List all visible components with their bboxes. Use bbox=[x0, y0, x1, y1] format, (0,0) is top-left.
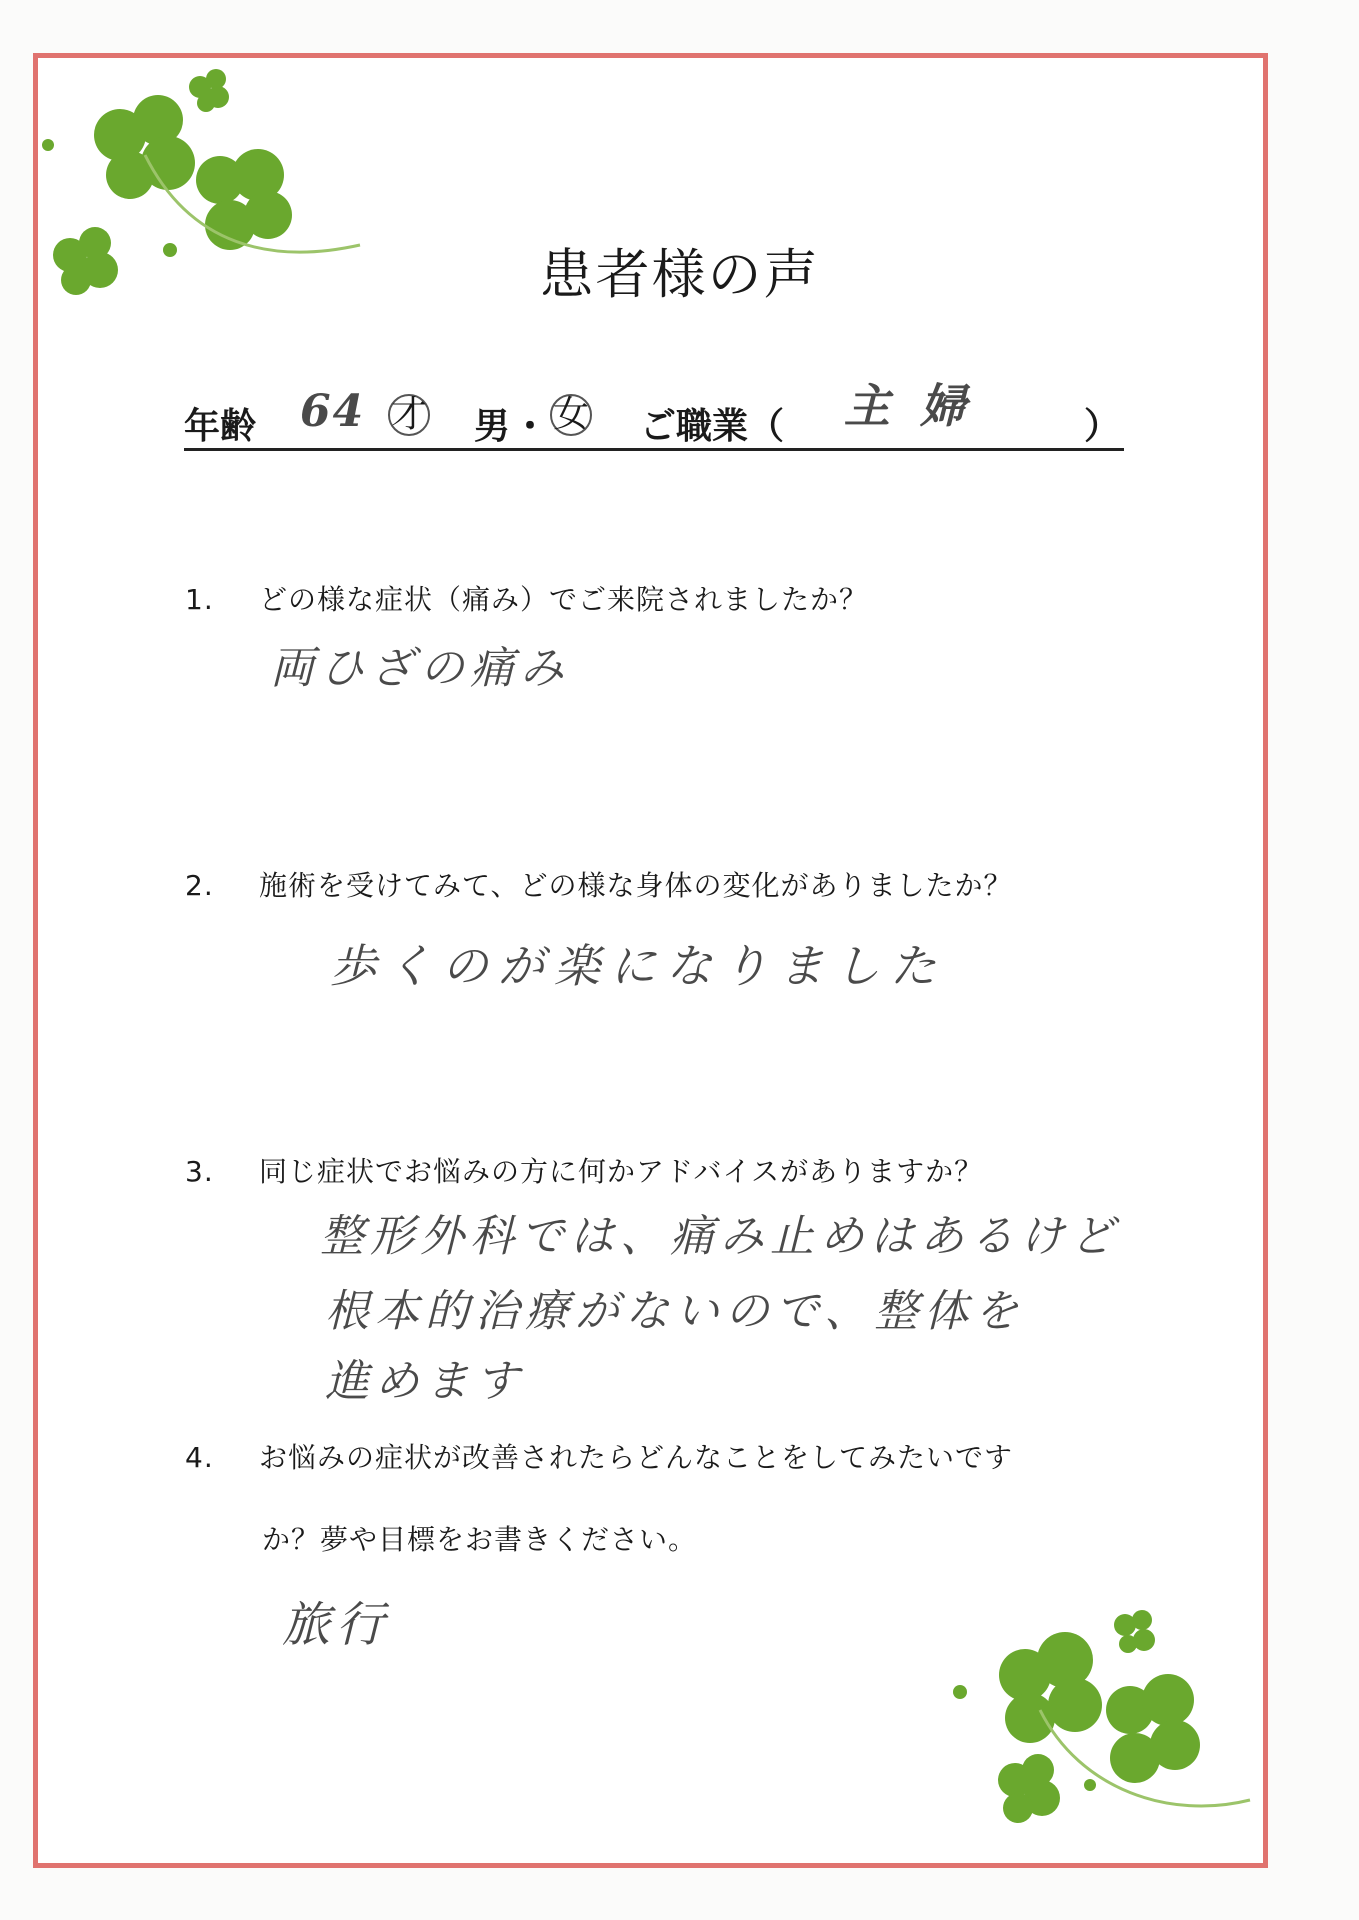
clover-decoration-bottom-right bbox=[930, 1590, 1270, 1850]
occupation-label: ご職業（ bbox=[640, 406, 785, 447]
gender-male: 男 bbox=[474, 406, 511, 447]
age-value: 64 bbox=[300, 386, 366, 437]
question-text: どの様な症状（痛み）でご来院されましたか？ bbox=[259, 583, 869, 616]
occupation-close: ） bbox=[1084, 406, 1121, 447]
question-1 bbox=[185, 578, 868, 618]
answer-2: 歩くのが楽になりました bbox=[330, 939, 946, 993]
gender-female: 女 bbox=[550, 394, 592, 436]
page-title: 患者様の声 bbox=[539, 243, 820, 306]
age-label: 年齢 bbox=[184, 406, 257, 447]
question-text: 同じ症状でお悩みの方に何かアドバイスがありますか？ bbox=[259, 1155, 984, 1188]
age-unit: 才 bbox=[388, 394, 430, 436]
answer-3-line-1: 整形外科では、痛み止めはあるけど bbox=[320, 1211, 1120, 1262]
question-text: お悩みの症状が改善されたらどんなことをしてみたいです bbox=[259, 1441, 1014, 1474]
answer-3-line-2: 根本的治療がないので、整体を bbox=[325, 1286, 1025, 1337]
question-number: 3. bbox=[185, 1155, 214, 1188]
occupation-value: 主婦 bbox=[844, 379, 996, 433]
gender-separator: ・ bbox=[512, 406, 549, 447]
question-number: 4. bbox=[185, 1441, 214, 1474]
question-2 bbox=[185, 864, 1012, 904]
question-number: 1. bbox=[185, 583, 214, 616]
answer-3-line-3: 進めます bbox=[325, 1356, 525, 1407]
question-text: 施術を受けてみて、どの様な身体の変化がありましたか？ bbox=[259, 869, 1013, 902]
patient-info-row bbox=[184, 379, 1124, 451]
answer-1: 両ひざの痛み bbox=[270, 643, 570, 694]
question-3 bbox=[185, 1150, 983, 1190]
question-4 bbox=[185, 1436, 1013, 1476]
answer-4: 旅行 bbox=[282, 1597, 391, 1653]
question-4-line-2: か？夢や目標をお書きください。 bbox=[262, 1523, 698, 1556]
question-number: 2. bbox=[185, 869, 214, 902]
